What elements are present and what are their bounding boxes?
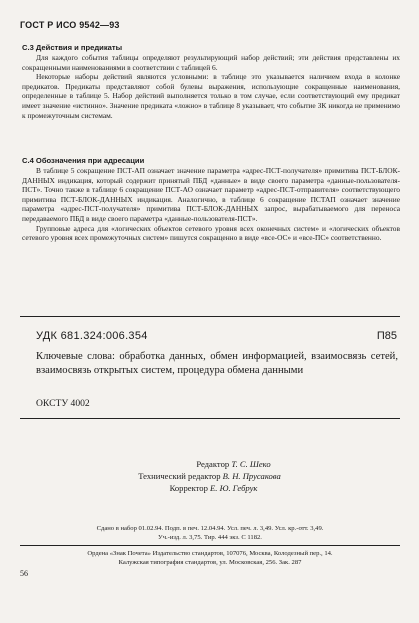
- divider: [20, 316, 400, 317]
- person-name: В. Н. Прусакова: [222, 471, 281, 481]
- corrector-line: [4, 482, 419, 494]
- section-c4-body: [22, 166, 400, 243]
- person-name: Т. С. Шеко: [231, 459, 271, 469]
- divider: [20, 418, 400, 419]
- role-label: Корректор: [169, 483, 208, 493]
- print-info-line: Сдано в набор 01.02.94. Подп. в печ. 12.04.94. Усл. печ. л. 3,49. Усл. кр.-отт. 3,49.: [96, 525, 324, 532]
- paragraph: Групповые адреса для «логических объектов сетевого уровня всех оконечных систем» и «логических объектов сетевого уровня всех промежуточных систем» пишутся сокращенно в виде «все-ОС» и «все-ПС» соответственно.: [22, 223, 400, 243]
- page-number: 56: [20, 569, 28, 578]
- print-info-line: Уч.-изд. л. 3,75. Тир. 444 экз. С 1182.: [158, 534, 262, 541]
- section-title-c4: С.4 Обозначения при адресации: [22, 156, 145, 165]
- keywords: Ключевые слова: обработка данных, обмен информацией, взаимосвязь сетей, взаимосвязь открытых систем, процедура обмена данными: [36, 351, 398, 377]
- tech-editor-line: [0, 470, 419, 482]
- paragraph: Для каждого события таблицы определяют результирующий набор действий; эти действия представлены их сокращенными наименованиями в соответствии с таблицей 6.: [22, 53, 400, 72]
- section-c3-body: [22, 53, 400, 120]
- person-name: Е. Ю. Гебрук: [210, 483, 258, 493]
- section-title-c3: С.3 Действия и предикаты: [22, 43, 123, 52]
- print-info: [20, 524, 400, 542]
- publisher-line: Ордена «Знак Почета» Издательство стандартов, 107076, Москва, Колодезный пер., 14.: [87, 550, 333, 557]
- role-label: Технический редактор: [138, 471, 221, 481]
- divider: [20, 545, 400, 546]
- credits: [0, 458, 419, 494]
- classification-code: П85: [376, 330, 397, 342]
- paragraph: Некоторые наборы действий являются условными: в таблице это указывается наличием входа в колонке предикатов. Предикаты представляют собой булевы выражения, использующие сокращенные наименования, определенные в таблице 5. Набор действий выполняется только в том случае, если соответствующий ему предикат имеет значение «истинно». Значение предиката «ложно» в таблице 8 указывает, что событие ЗК никогда не применимо к промежуточным системам.: [22, 72, 400, 120]
- oksu-code: ОКСТУ 4002: [36, 398, 90, 409]
- udc-code: УДК 681.324:006.354: [36, 330, 148, 342]
- publisher-info: [20, 549, 400, 567]
- paragraph: В таблице 5 сокращение ПСТ-АП означает значение параметра «адрес-ПСТ-получателя» примитива ПСТ-БЛОК-ДАННЫХ индикация, который содержит принятый ПБД «данные» в виде своего параметра «данные-пользователя-ПСТ». Точно также в таблице 6 сокращение ПСТ-АО означает параметр «адрес-ПСТ-отправителя» соответствующего примитива ПСТ-БЛОК-ДАННЫХ индикация. Аналогично, в таблице 6 сокращение ПСТАП означает значение параметра «адрес-ПСТ-получателя» примитива ПСТ-БЛОК-ДАННЫХ запрос, вырабатываемого для переноса передаваемого ПБД в виде своего параметра «данные-пользователя-ПСТ».: [22, 166, 400, 223]
- editor-line: [24, 458, 419, 470]
- role-label: Редактор: [196, 459, 230, 469]
- publisher-line: Калужская типография стандартов, ул. Московская, 256. Зак. 287: [118, 559, 302, 566]
- standard-header: ГОСТ Р ИСО 9542—93: [20, 20, 120, 30]
